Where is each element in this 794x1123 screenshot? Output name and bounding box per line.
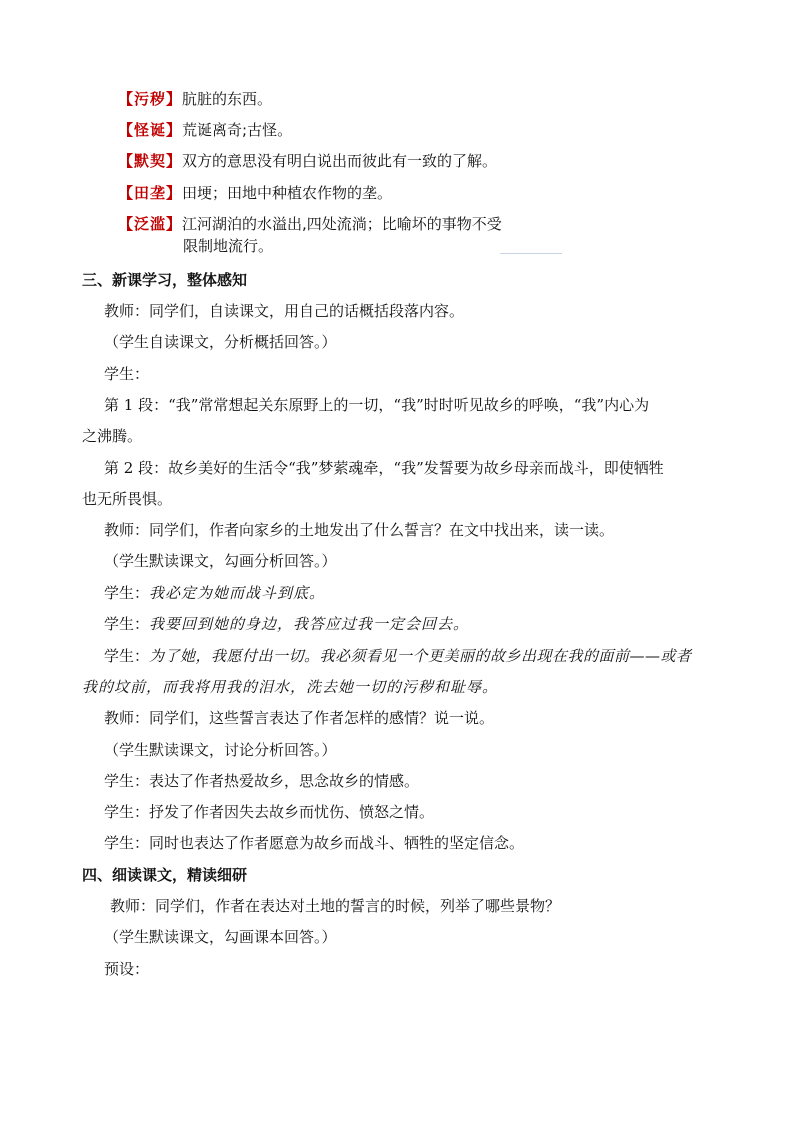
vocab-item-tianlong bbox=[118, 182, 392, 204]
vocab-item-wuhui bbox=[118, 88, 272, 110]
vocab-definition: 田埂；田地中种植农作物的垄。 bbox=[182, 184, 393, 202]
quote-text: 为了她，我愿付出一切。我必须看见一个更美丽的故乡出现在我的面前——或者 bbox=[149, 647, 692, 665]
vocab-term: 【默契】 bbox=[118, 152, 183, 170]
vocab-item-guaidan bbox=[118, 119, 292, 141]
paragraph: 学生：表达了作者热爱故乡，思念故乡的情感。 bbox=[104, 772, 420, 790]
vocab-definition-continuation: 限制地流行。 bbox=[183, 237, 274, 255]
quote-text: 我要回到她的身边，我答应过我一定会回去。 bbox=[149, 615, 470, 633]
speaker-label: 学生： bbox=[104, 647, 150, 665]
paragraph: 教师：同学们，这些誓言表达了作者怎样的感情？说一说。 bbox=[104, 709, 495, 727]
vocab-term: 【泛滥】 bbox=[118, 215, 183, 233]
paragraph: （学生自读课文，分析概括回答。） bbox=[104, 333, 337, 351]
paragraph: 学生：同时也表达了作者愿意为故乡而战斗、牺牲的坚定信念。 bbox=[104, 834, 525, 852]
vocab-term: 【怪诞】 bbox=[118, 121, 183, 139]
vocab-term: 【污秽】 bbox=[118, 90, 183, 108]
paragraph: （学生默读课文，勾画课本回答。） bbox=[104, 928, 337, 946]
paragraph: 第 1 段：“我”常常想起关东原野上的一切，“我”时时听见故乡的呼唤，“我”内心为 bbox=[104, 396, 650, 414]
student-quote bbox=[104, 613, 469, 635]
speaker-label: 学生： bbox=[104, 584, 150, 602]
section-heading-3: 三、新课学习，整体感知 bbox=[82, 271, 248, 289]
vocab-definition: 江河湖泊的水溢出,四处流淌；比喻坏的事物不受 bbox=[182, 215, 502, 233]
quote-text: 我必定为她而战斗到底。 bbox=[149, 584, 326, 602]
student-quote bbox=[104, 645, 692, 667]
vocab-item-moqi bbox=[118, 150, 497, 172]
divider-line bbox=[500, 253, 562, 254]
paragraph: 教师：同学们，作者向家乡的土地发出了什么誓言？在文中找出来，读一读。 bbox=[104, 521, 615, 539]
paragraph: 教师：同学们，作者在表达对土地的誓言的时候，列举了哪些景物？ bbox=[110, 897, 561, 915]
vocab-definition: 荒诞离奇;古怪。 bbox=[182, 121, 293, 139]
paragraph: 学生： bbox=[104, 365, 150, 383]
vocab-definition: 双方的意思没有明白说出而彼此有一致的了解。 bbox=[182, 152, 498, 170]
paragraph: 预设： bbox=[104, 960, 150, 978]
vocab-term: 【田垄】 bbox=[118, 184, 183, 202]
student-quote bbox=[104, 582, 325, 604]
paragraph: 教师：同学们，自读课文，用自己的话概括段落内容。 bbox=[104, 302, 465, 320]
paragraph: （学生默读课文，勾画分析回答。） bbox=[104, 552, 337, 570]
quote-text-continuation: 我的坟前，而我将用我的泪水，洗去她一切的污秽和耻辱。 bbox=[82, 678, 499, 696]
paragraph: 第 2 段：故乡美好的生活令“我”梦萦魂牵，“我”发誓要为故乡母亲而战斗，即使牺牲 bbox=[104, 459, 664, 477]
paragraph: 也无所畏惧。 bbox=[82, 490, 173, 508]
vocab-definition: 肮脏的东西。 bbox=[182, 90, 273, 108]
speaker-label: 学生： bbox=[104, 615, 150, 633]
paragraph: （学生默读课文，讨论分析回答。） bbox=[104, 741, 337, 759]
section-heading-4: 四、细读课文，精读细研 bbox=[82, 866, 248, 884]
vocab-item-fanlan bbox=[118, 213, 502, 235]
paragraph: 学生：抒发了作者因失去故乡而忧伤、愤怒之情。 bbox=[104, 803, 435, 821]
paragraph: 之沸腾。 bbox=[82, 427, 143, 445]
